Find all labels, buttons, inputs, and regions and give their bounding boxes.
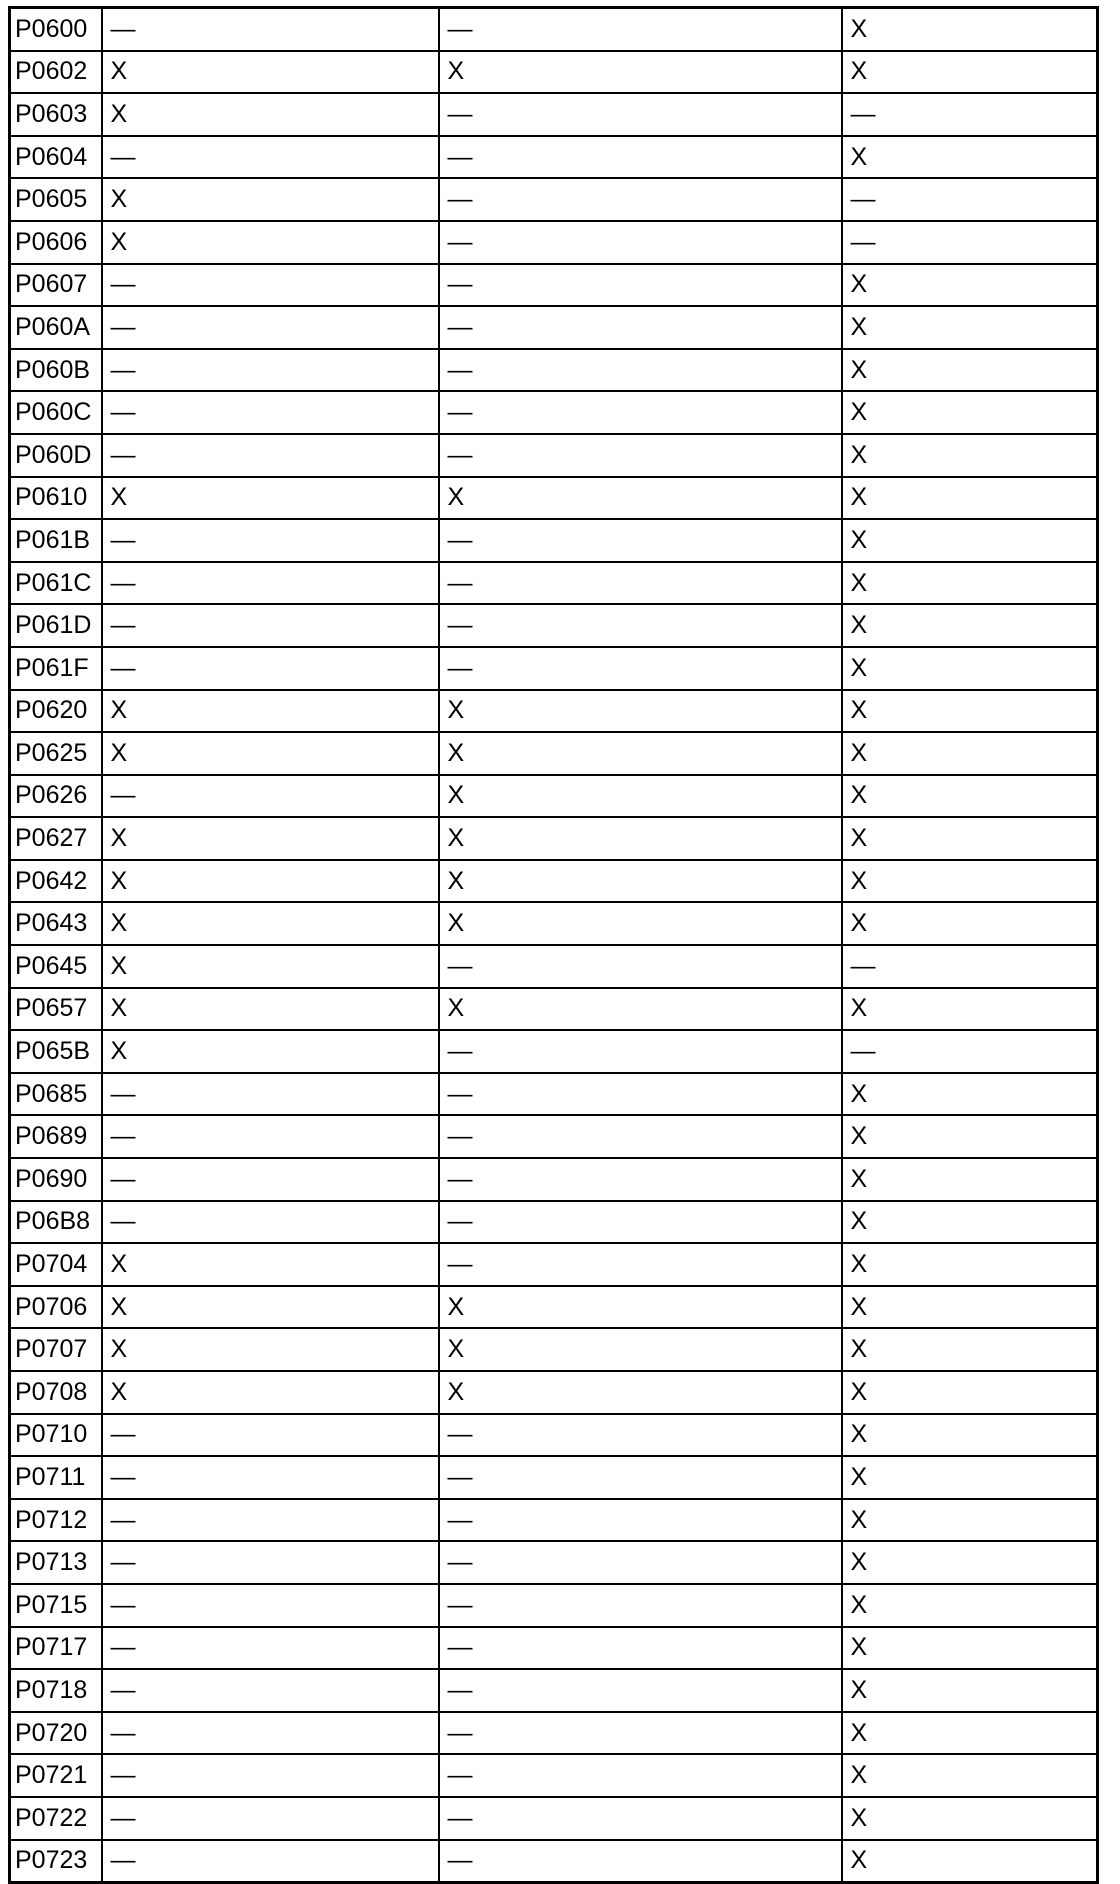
table-row bbox=[10, 732, 1098, 775]
column-3-cell: X bbox=[842, 136, 1098, 179]
column-2-cell: — bbox=[439, 178, 842, 221]
column-3-cell: X bbox=[842, 477, 1098, 520]
table-row bbox=[10, 93, 1098, 136]
table-row bbox=[10, 1243, 1098, 1286]
column-1-cell: — bbox=[102, 562, 439, 605]
column-3-cell: X bbox=[842, 562, 1098, 605]
dtc-code-cell: P0626 bbox=[10, 775, 102, 818]
column-1-cell: X bbox=[102, 988, 439, 1031]
dtc-code-cell: P0718 bbox=[10, 1669, 102, 1712]
column-1-cell: X bbox=[102, 93, 439, 136]
column-3-cell: X bbox=[842, 306, 1098, 349]
dtc-code-cell: P0642 bbox=[10, 860, 102, 903]
column-1-cell: — bbox=[102, 391, 439, 434]
table-row bbox=[10, 434, 1098, 477]
column-3-cell: X bbox=[842, 264, 1098, 307]
column-2-cell: X bbox=[439, 1328, 842, 1371]
column-1-cell: X bbox=[102, 221, 439, 264]
column-1-cell: — bbox=[102, 775, 439, 818]
column-2-cell: — bbox=[439, 136, 842, 179]
column-2-cell: — bbox=[439, 264, 842, 307]
column-3-cell: X bbox=[842, 1371, 1098, 1414]
column-3-cell: X bbox=[842, 1115, 1098, 1158]
column-3-cell: — bbox=[842, 945, 1098, 988]
column-1-cell: X bbox=[102, 860, 439, 903]
table-row bbox=[10, 221, 1098, 264]
column-2-cell: — bbox=[439, 1115, 842, 1158]
column-1-cell: X bbox=[102, 690, 439, 733]
table-row bbox=[10, 817, 1098, 860]
column-3-cell: — bbox=[842, 178, 1098, 221]
column-1-cell: X bbox=[102, 1243, 439, 1286]
column-1-cell: X bbox=[102, 1328, 439, 1371]
column-3-cell: X bbox=[842, 775, 1098, 818]
column-2-cell: — bbox=[439, 1840, 842, 1883]
column-1-cell: — bbox=[102, 349, 439, 392]
table-row bbox=[10, 1286, 1098, 1329]
dtc-code-cell: P061D bbox=[10, 604, 102, 647]
column-2-cell: X bbox=[439, 817, 842, 860]
column-1-cell: — bbox=[102, 647, 439, 690]
table-row bbox=[10, 1797, 1098, 1840]
column-2-cell: — bbox=[439, 1712, 842, 1755]
column-3-cell: X bbox=[842, 51, 1098, 94]
dtc-code-cell: P0708 bbox=[10, 1371, 102, 1414]
dtc-code-cell: P0645 bbox=[10, 945, 102, 988]
column-2-cell: — bbox=[439, 221, 842, 264]
column-2-cell: — bbox=[439, 647, 842, 690]
column-1-cell: — bbox=[102, 1541, 439, 1584]
dtc-code-cell: P060C bbox=[10, 391, 102, 434]
column-1-cell: X bbox=[102, 902, 439, 945]
dtc-code-cell: P0605 bbox=[10, 178, 102, 221]
dtc-code-cell: P0721 bbox=[10, 1754, 102, 1797]
column-1-cell: — bbox=[102, 1754, 439, 1797]
column-1-cell: X bbox=[102, 817, 439, 860]
column-3-cell: — bbox=[842, 93, 1098, 136]
column-1-cell: — bbox=[102, 136, 439, 179]
table-row bbox=[10, 1499, 1098, 1542]
table-row bbox=[10, 51, 1098, 94]
column-2-cell: X bbox=[439, 1286, 842, 1329]
column-2-cell: — bbox=[439, 306, 842, 349]
column-2-cell: — bbox=[439, 945, 842, 988]
table-row bbox=[10, 988, 1098, 1031]
table-row bbox=[10, 477, 1098, 520]
column-2-cell: X bbox=[439, 902, 842, 945]
table-row bbox=[10, 1115, 1098, 1158]
table-row bbox=[10, 1201, 1098, 1244]
column-1-cell: — bbox=[102, 519, 439, 562]
dtc-code-cell: P0606 bbox=[10, 221, 102, 264]
table-row bbox=[10, 264, 1098, 307]
dtc-code-cell: P0690 bbox=[10, 1158, 102, 1201]
dtc-code-cell: P0643 bbox=[10, 902, 102, 945]
column-1-cell: X bbox=[102, 732, 439, 775]
column-1-cell: — bbox=[102, 1158, 439, 1201]
column-1-cell: — bbox=[102, 1201, 439, 1244]
column-1-cell: — bbox=[102, 8, 439, 51]
column-2-cell: — bbox=[439, 1669, 842, 1712]
column-3-cell: X bbox=[842, 732, 1098, 775]
column-1-cell: X bbox=[102, 51, 439, 94]
dtc-table bbox=[8, 6, 1099, 1884]
column-1-cell: — bbox=[102, 1669, 439, 1712]
dtc-code-cell: P0625 bbox=[10, 732, 102, 775]
column-2-cell: — bbox=[439, 93, 842, 136]
dtc-code-cell: P060A bbox=[10, 306, 102, 349]
column-3-cell: X bbox=[842, 817, 1098, 860]
dtc-code-cell: P0707 bbox=[10, 1328, 102, 1371]
dtc-code-cell: P060D bbox=[10, 434, 102, 477]
column-3-cell: X bbox=[842, 1499, 1098, 1542]
table-row bbox=[10, 775, 1098, 818]
table-row bbox=[10, 1414, 1098, 1457]
dtc-code-cell: P0603 bbox=[10, 93, 102, 136]
dtc-code-cell: P06B8 bbox=[10, 1201, 102, 1244]
table-row bbox=[10, 349, 1098, 392]
column-2-cell: — bbox=[439, 1456, 842, 1499]
column-3-cell: X bbox=[842, 1754, 1098, 1797]
dtc-code-cell: P0723 bbox=[10, 1840, 102, 1883]
column-1-cell: — bbox=[102, 1499, 439, 1542]
table-row bbox=[10, 1328, 1098, 1371]
column-2-cell: — bbox=[439, 1499, 842, 1542]
column-1-cell: X bbox=[102, 1030, 439, 1073]
dtc-code-cell: P0607 bbox=[10, 264, 102, 307]
column-3-cell: X bbox=[842, 1201, 1098, 1244]
column-3-cell: X bbox=[842, 1541, 1098, 1584]
column-2-cell: — bbox=[439, 1073, 842, 1116]
dtc-code-cell: P065B bbox=[10, 1030, 102, 1073]
dtc-code-cell: P0720 bbox=[10, 1712, 102, 1755]
table-row bbox=[10, 8, 1098, 51]
table-row bbox=[10, 1073, 1098, 1116]
column-2-cell: — bbox=[439, 1030, 842, 1073]
table-row bbox=[10, 860, 1098, 903]
table-row bbox=[10, 1541, 1098, 1584]
column-2-cell: — bbox=[439, 349, 842, 392]
table-row bbox=[10, 1840, 1098, 1883]
column-3-cell: X bbox=[842, 1243, 1098, 1286]
column-3-cell: X bbox=[842, 1797, 1098, 1840]
dtc-code-cell: P0627 bbox=[10, 817, 102, 860]
table-row bbox=[10, 178, 1098, 221]
table-row bbox=[10, 902, 1098, 945]
column-1-cell: — bbox=[102, 1584, 439, 1627]
column-1-cell: — bbox=[102, 306, 439, 349]
dtc-code-cell: P0689 bbox=[10, 1115, 102, 1158]
dtc-code-cell: P0602 bbox=[10, 51, 102, 94]
dtc-code-cell: P0685 bbox=[10, 1073, 102, 1116]
column-2-cell: X bbox=[439, 1371, 842, 1414]
column-2-cell: — bbox=[439, 1584, 842, 1627]
column-3-cell: X bbox=[842, 647, 1098, 690]
dtc-code-cell: P0715 bbox=[10, 1584, 102, 1627]
table-row bbox=[10, 1627, 1098, 1670]
column-1-cell: — bbox=[102, 1115, 439, 1158]
column-3-cell: X bbox=[842, 1414, 1098, 1457]
column-1-cell: X bbox=[102, 1371, 439, 1414]
column-1-cell: — bbox=[102, 1627, 439, 1670]
column-3-cell: X bbox=[842, 1712, 1098, 1755]
dtc-code-cell: P0706 bbox=[10, 1286, 102, 1329]
column-1-cell: — bbox=[102, 1456, 439, 1499]
column-3-cell: X bbox=[842, 349, 1098, 392]
column-2-cell: — bbox=[439, 519, 842, 562]
column-2-cell: — bbox=[439, 604, 842, 647]
column-2-cell: X bbox=[439, 775, 842, 818]
column-2-cell: — bbox=[439, 562, 842, 605]
column-3-cell: X bbox=[842, 860, 1098, 903]
column-1-cell: X bbox=[102, 1286, 439, 1329]
column-1-cell: — bbox=[102, 604, 439, 647]
column-1-cell: X bbox=[102, 178, 439, 221]
column-3-cell: X bbox=[842, 391, 1098, 434]
dtc-code-cell: P0600 bbox=[10, 8, 102, 51]
column-2-cell: X bbox=[439, 860, 842, 903]
dtc-code-cell: P0610 bbox=[10, 477, 102, 520]
column-3-cell: X bbox=[842, 1840, 1098, 1883]
table-row bbox=[10, 647, 1098, 690]
column-2-cell: — bbox=[439, 8, 842, 51]
table-row bbox=[10, 562, 1098, 605]
column-2-cell: — bbox=[439, 434, 842, 477]
column-3-cell: X bbox=[842, 988, 1098, 1031]
column-2-cell: — bbox=[439, 1158, 842, 1201]
column-3-cell: X bbox=[842, 1669, 1098, 1712]
column-3-cell: — bbox=[842, 221, 1098, 264]
column-2-cell: X bbox=[439, 988, 842, 1031]
column-3-cell: — bbox=[842, 1030, 1098, 1073]
column-2-cell: X bbox=[439, 732, 842, 775]
column-1-cell: X bbox=[102, 477, 439, 520]
column-2-cell: — bbox=[439, 1243, 842, 1286]
column-2-cell: — bbox=[439, 1414, 842, 1457]
column-1-cell: — bbox=[102, 1414, 439, 1457]
column-3-cell: X bbox=[842, 434, 1098, 477]
column-2-cell: — bbox=[439, 1627, 842, 1670]
table-row bbox=[10, 1669, 1098, 1712]
dtc-code-cell: P0620 bbox=[10, 690, 102, 733]
table-row bbox=[10, 1371, 1098, 1414]
dtc-code-cell: P0711 bbox=[10, 1456, 102, 1499]
column-3-cell: X bbox=[842, 1627, 1098, 1670]
dtc-code-cell: P061F bbox=[10, 647, 102, 690]
column-1-cell: — bbox=[102, 434, 439, 477]
column-2-cell: X bbox=[439, 690, 842, 733]
table-row bbox=[10, 1754, 1098, 1797]
table-row bbox=[10, 1584, 1098, 1627]
table-row bbox=[10, 1712, 1098, 1755]
column-3-cell: X bbox=[842, 1073, 1098, 1116]
column-3-cell: X bbox=[842, 519, 1098, 562]
dtc-code-cell: P0704 bbox=[10, 1243, 102, 1286]
column-2-cell: X bbox=[439, 477, 842, 520]
dtc-code-cell: P0713 bbox=[10, 1541, 102, 1584]
table-row bbox=[10, 306, 1098, 349]
dtc-code-cell: P0604 bbox=[10, 136, 102, 179]
dtc-code-cell: P0722 bbox=[10, 1797, 102, 1840]
table-row bbox=[10, 945, 1098, 988]
column-1-cell: — bbox=[102, 1712, 439, 1755]
column-2-cell: — bbox=[439, 1754, 842, 1797]
column-1-cell: — bbox=[102, 1073, 439, 1116]
column-3-cell: X bbox=[842, 1286, 1098, 1329]
dtc-table-body bbox=[10, 8, 1098, 1883]
column-3-cell: X bbox=[842, 1158, 1098, 1201]
column-2-cell: X bbox=[439, 51, 842, 94]
dtc-code-cell: P0710 bbox=[10, 1414, 102, 1457]
dtc-code-cell: P061C bbox=[10, 562, 102, 605]
column-3-cell: X bbox=[842, 1328, 1098, 1371]
column-2-cell: — bbox=[439, 1201, 842, 1244]
table-row bbox=[10, 519, 1098, 562]
column-3-cell: X bbox=[842, 690, 1098, 733]
column-3-cell: X bbox=[842, 902, 1098, 945]
column-2-cell: — bbox=[439, 1541, 842, 1584]
table-row bbox=[10, 690, 1098, 733]
dtc-code-cell: P061B bbox=[10, 519, 102, 562]
column-3-cell: X bbox=[842, 8, 1098, 51]
table-row bbox=[10, 136, 1098, 179]
dtc-code-cell: P060B bbox=[10, 349, 102, 392]
table-row bbox=[10, 1030, 1098, 1073]
column-1-cell: — bbox=[102, 1797, 439, 1840]
column-3-cell: X bbox=[842, 1584, 1098, 1627]
column-1-cell: X bbox=[102, 945, 439, 988]
dtc-code-cell: P0717 bbox=[10, 1627, 102, 1670]
column-2-cell: — bbox=[439, 1797, 842, 1840]
table-row bbox=[10, 391, 1098, 434]
dtc-code-cell: P0657 bbox=[10, 988, 102, 1031]
column-3-cell: X bbox=[842, 1456, 1098, 1499]
column-1-cell: — bbox=[102, 264, 439, 307]
dtc-code-cell: P0712 bbox=[10, 1499, 102, 1542]
table-row bbox=[10, 604, 1098, 647]
column-3-cell: X bbox=[842, 604, 1098, 647]
column-1-cell: — bbox=[102, 1840, 439, 1883]
table-row bbox=[10, 1158, 1098, 1201]
column-2-cell: — bbox=[439, 391, 842, 434]
table-row bbox=[10, 1456, 1098, 1499]
